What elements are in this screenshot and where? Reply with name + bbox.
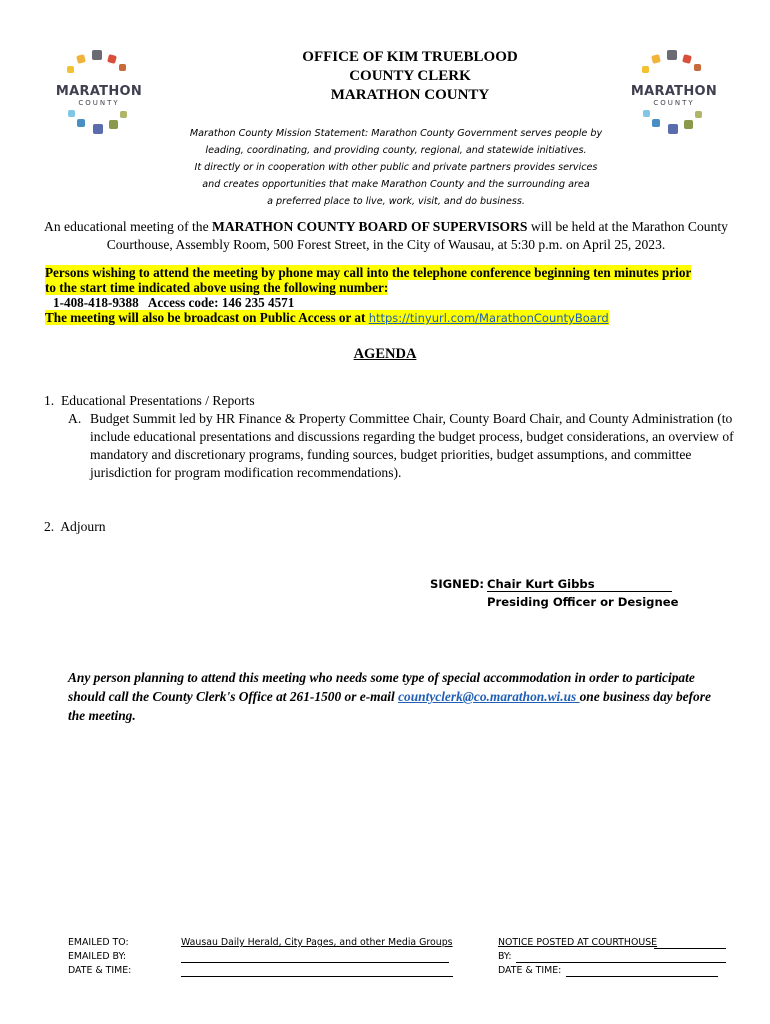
logo-wordmark: MARATHON	[630, 84, 718, 99]
signature-line	[487, 591, 672, 592]
date-time-line-2	[566, 976, 718, 977]
notice-text: will be held at the Marathon County Courthouse, Assembly Room, 500 Forest Street, in the City of Wausau, at 5:30 p.m. on April 25, 2023.	[106, 219, 728, 252]
footer-media	[181, 936, 453, 950]
mission-line: It directly or in cooperation with other public and private partners provides services	[194, 162, 598, 173]
emailed-by-label: EMAILED BY:	[68, 951, 127, 962]
mission-line: Marathon County Mission Statement: Marathon County Government serves people by	[189, 128, 603, 139]
media-groups: Wausau Daily Herald, City Pages, and other Media Groups	[181, 937, 453, 948]
accommodation-notice	[68, 668, 728, 725]
date-time-label-2: DATE & TIME:	[498, 965, 562, 976]
footer-right	[498, 936, 657, 978]
agenda-item-1: 1. Educational Presentations / Reports	[44, 393, 255, 408]
office-header	[230, 48, 590, 105]
item-text: Budget Summit led by HR Finance & Property Committee Chair, County Board Chair, and County Administration (to include educational presentations and discussions regarding the budget process, budget considerations, an overview of mandatory and discretionary programs, funding sources, budget priorities, budget assumptions, and committee jurisdiction for program modification recommendations).	[90, 411, 734, 480]
accommodation-text: Any person planning to attend this meeting who needs some type of special accommodation in order to participate should call the County Clerk's Office at 261-1500 or e-mail	[68, 670, 695, 704]
marathon-county-logo-right	[630, 48, 718, 136]
item-letter: A.	[68, 411, 82, 426]
logo-wordmark: MARATHON	[55, 84, 143, 99]
clerk-email-link[interactable]: countyclerk@co.marathon.wi.us	[398, 689, 580, 704]
agenda-item-2: 2. Adjourn	[44, 519, 106, 534]
mission-line: a preferred place to live, work, visit, and do business.	[267, 196, 525, 207]
date-time-label: DATE & TIME:	[68, 965, 132, 976]
marathon-county-logo-left	[55, 48, 143, 136]
signed-label: SIGNED:	[430, 577, 485, 591]
mission-statement	[165, 125, 627, 210]
signer-name-text: Chair Kurt Gibbs	[487, 577, 595, 591]
date-time-line	[181, 976, 453, 977]
emailed-to-label: EMAILED TO:	[68, 937, 129, 948]
mission-line: and creates opportunities that make Marathon County and the surrounding area	[202, 179, 590, 190]
agenda-title: AGENDA	[353, 346, 417, 362]
signer-title: Presiding Officer or Designee	[487, 595, 679, 609]
by-line	[516, 962, 726, 963]
agenda-item-1a	[68, 410, 740, 482]
emailed-by-line	[181, 962, 449, 963]
broadcast-link[interactable]: https://tinyurl.com/MarathonCountyBoard	[368, 311, 609, 325]
by-label: BY:	[498, 951, 512, 962]
meeting-notice	[30, 218, 742, 254]
phone-instructions	[45, 265, 745, 326]
notice-posted-label: NOTICE POSTED AT COURTHOUSE	[498, 937, 658, 948]
board-name: MARATHON COUNTY BOARD OF SUPERVISORS	[212, 219, 528, 234]
logo-subtitle: COUNTY	[78, 99, 120, 107]
phone-line-1: Persons wishing to attend the meeting by phone may call into the telephone conference beginning ten minutes prior	[45, 265, 692, 280]
mission-line: leading, coordinating, and providing county, regional, and statewide initiatives.	[205, 145, 587, 156]
broadcast-text: The meeting will also be broadcast on Public Access or at	[45, 310, 369, 325]
accommodation-text: one business day before the meeting.	[68, 689, 711, 723]
phone-number: 1-408-418-9388 Access code: 146 235 4571	[53, 295, 295, 310]
notice-text: An educational meeting of the	[44, 219, 213, 234]
header-line-2: COUNTY CLERK	[349, 68, 471, 84]
signer-name	[487, 577, 595, 591]
header-line-1: OFFICE OF KIM TRUEBLOOD	[302, 49, 518, 65]
phone-line-2: to the start time indicated above using the following number:	[45, 280, 389, 295]
notice-line	[654, 948, 726, 949]
logo-subtitle: COUNTY	[653, 99, 695, 107]
footer-left-labels	[68, 936, 131, 978]
header-line-3: MARATHON COUNTY	[330, 87, 490, 103]
